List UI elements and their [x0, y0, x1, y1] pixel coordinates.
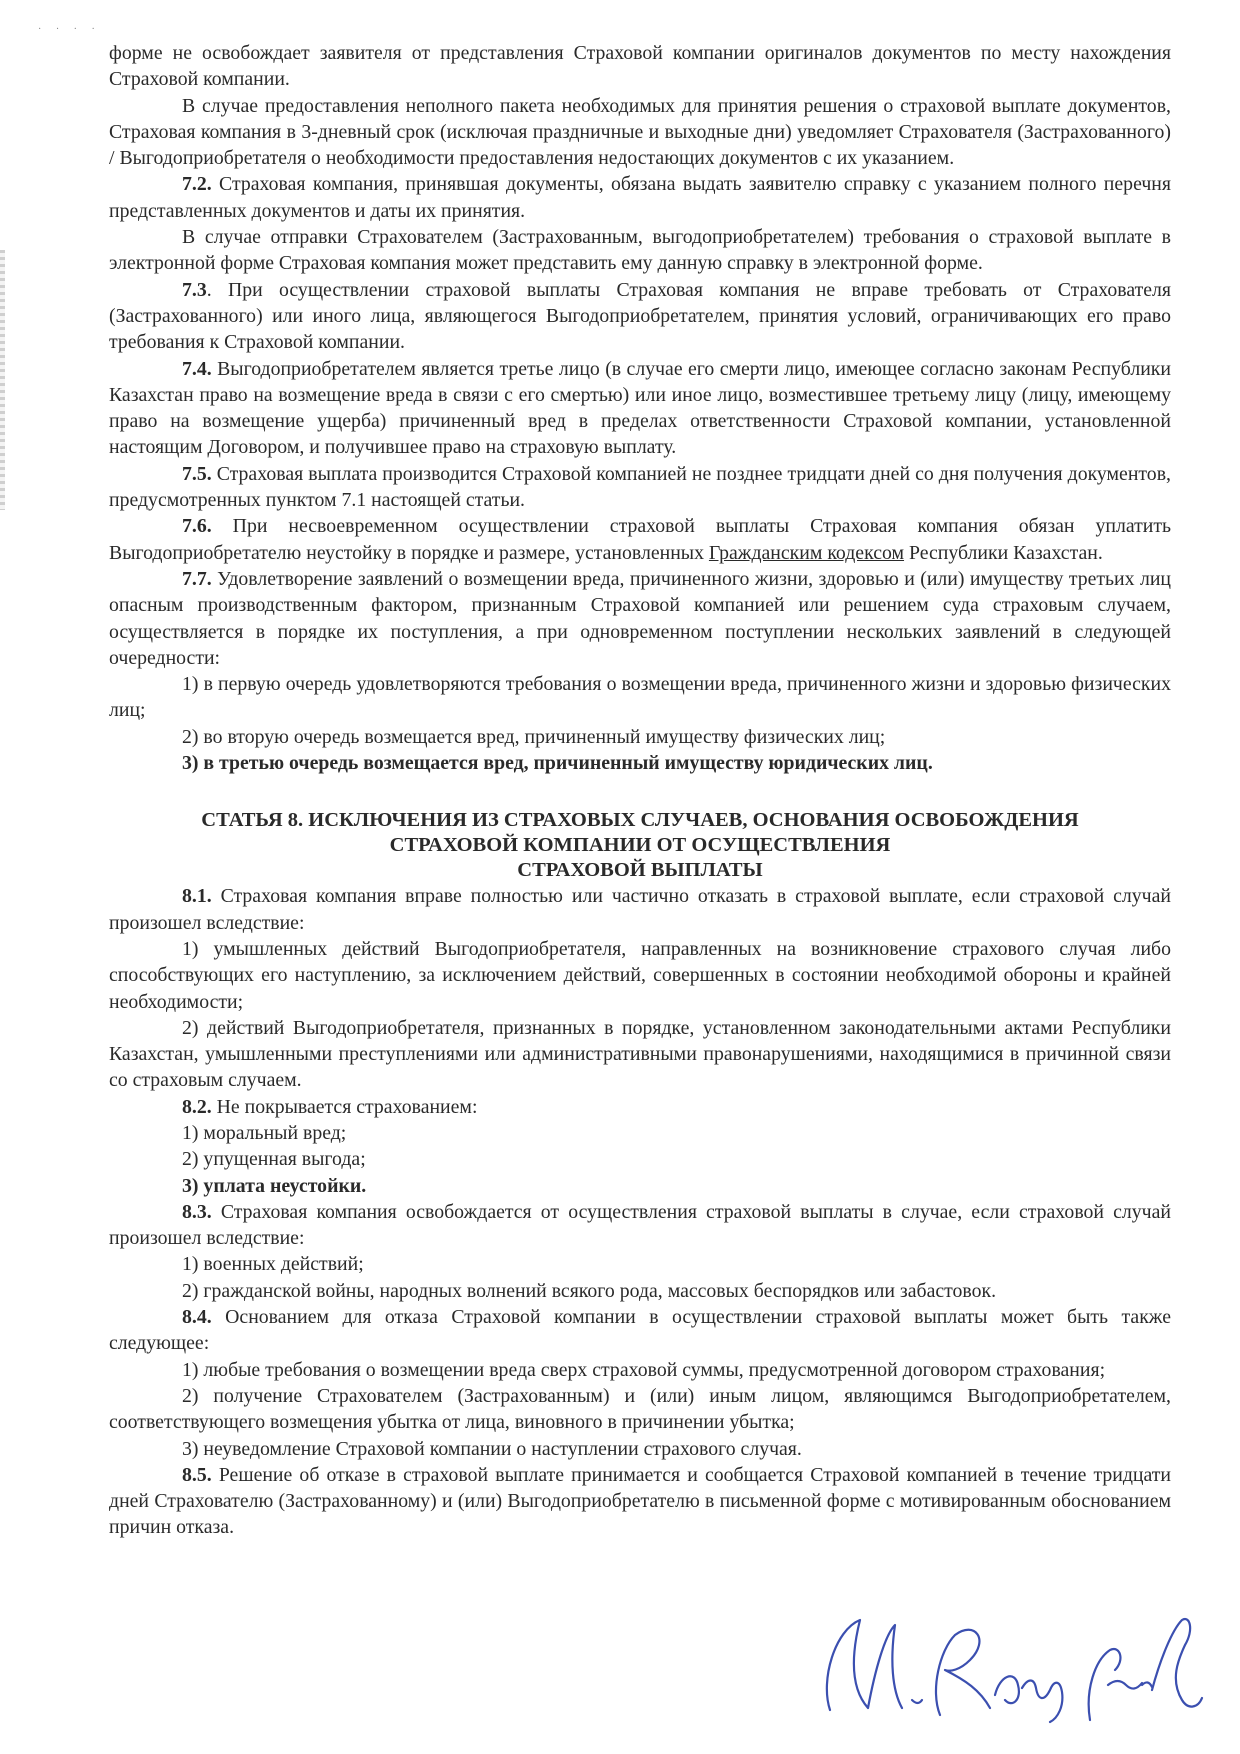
paragraph-7-6: 7.6. При несвоевременном осуществлении страховой выплаты Страховая компания обязан уплатить Выгодоприобретателю неустойку в порядке и размере, установленных Гражданским кодексом Республики Казахстан. [109, 515, 1171, 564]
clause-number: 7.6. [182, 515, 212, 538]
paragraph-continuation: форме не освобождает заявителя от представления Страховой компании оригиналов документов по месту нахождения Страховой компании. [109, 42, 1171, 91]
signature-stroke [827, 1620, 902, 1710]
scan-binding-edge [0, 250, 5, 510]
paragraph-8-1: 8.1. Страховая компания вправе полностью или частично отказать в страховой выплате, если страховой случай произошел вследствие: [109, 885, 1171, 934]
signature-stroke [1089, 1649, 1152, 1720]
signature-stroke [995, 1676, 1062, 1722]
list-item: 1) военных действий; [182, 1253, 364, 1276]
paragraph-7-2: 7.2. Страховая компания, принявшая документы, обязана выдать заявителю справку с указанием полного перечня представленных документов и даты их принятия. [109, 173, 1171, 222]
paragraph-incomplete-docs: В случае предоставления неполного пакета необходимых для принятия решения о страховой выплате документов, Страховая компания в 3-дневный срок (исключая праздничные и выходные дни) уведомляет Страхователя (Застрахованного) / Выгодоприобретателя о необходимости предоставления недостающих документов с их указанием. [109, 94, 1171, 170]
paragraph-7-3: 7.3. При осуществлении страховой выплаты Страховая компания не вправе требовать от Страхователя (Застрахованного) или иного лица, являющегося Выгодоприобретателем, принятия условий, ограничивающих его право требования к Страховой компании. [109, 278, 1171, 354]
list-item: 2) получение Страхователем (Застрахованным) и (или) иным лицом, являющимся Выгодоприобретателем, соответствующего возмещения убытка от лица, виновного в причинении убытка; [109, 1384, 1171, 1434]
clause-number: 7.5. [182, 462, 212, 485]
paragraph-7-4: 7.4. Выгодоприобретателем является третье лицо (в случае его смерти лицо, имеющее согласно законам Республики Казахстан право на возмещение вреда в связи с его смертью) или иное лицо, возместившее третьему лицу (лицу, имеющему право на возмещение ущерба) причиненный вред в пределах ответственности Страховой компании, установленной настоящим Договором, и получившее право на страховую выплату. [109, 357, 1171, 459]
clause-number: 8.5. [182, 1463, 212, 1486]
signature-stroke [912, 1700, 922, 1703]
civil-code-link[interactable]: Гражданским кодексом [708, 541, 905, 564]
list-item: 3) уплата неустойки. [182, 1174, 367, 1197]
clause-number: 7.3 [182, 278, 207, 301]
clause-number: 7.2. [182, 173, 212, 196]
clause-number: 7.7. [182, 567, 212, 590]
paragraph-electronic-form: В случае отправки Страхователем (Застрахованным, выгодоприобретателем) требования о страховой выплате в электронной форме Страховая компания может представить ему данную справку в электронной форме. [109, 226, 1171, 275]
article-8-heading: СТАТЬЯ 8. ИСКЛЮЧЕНИЯ ИЗ СТРАХОВЫХ СЛУЧАЕВ, ОСНОВАНИЯ ОСВОБОЖДЕНИЯ СТРАХОВОЙ КОМПАНИИ ОТ ОСУЩЕСТВЛЕНИЯ СТРАХОВОЙ ВЫПЛАТЫ [201, 809, 1079, 882]
paragraph-8-5: 8.5. Решение об отказе в страховой выплате принимается и сообщается Страховой компанией в течение тридцати дней Страхователю (Застрахованному) и (или) Выгодоприобретателю в письменной форме с мотивированным обоснованием причин отказа. [109, 1463, 1171, 1539]
list-item: 1) моральный вред; [182, 1121, 347, 1144]
clause-number: 8.2. [182, 1095, 212, 1118]
list-item: 3) неуведомление Страховой компании о наступлении страхового случая. [182, 1437, 802, 1460]
list-item: 1) любые требования о возмещении вреда сверх страховой суммы, предусмотренной договором страхования; [182, 1358, 1106, 1381]
list-item: 2) гражданской войны, народных волнений всякого рода, массовых беспорядков или забастовок. [182, 1279, 997, 1302]
list-item: 2) во вторую очередь возмещается вред, причиненный имуществу физических лиц; [182, 725, 886, 748]
list-item: 1) умышленных действий Выгодоприобретателя, направленных на возникновение страхового случая либо способствующих его наступлению, за исключением действий, совершенных в состоянии необходимой обороны и крайней необходимости; [109, 937, 1171, 1013]
clause-number: 8.4. [182, 1306, 212, 1329]
list-item: 2) действий Выгодоприобретателя, признанных в порядке, установленном законодательными актами Республики Казахстан, умышленными преступлениями или административными правонарушениями, находящимися в причинной связи со страховым случаем. [109, 1016, 1171, 1092]
signature-stroke [936, 1630, 990, 1715]
list-item: 2) упущенная выгода; [182, 1148, 366, 1171]
list-item: 1) в первую очередь удовлетворяются требования о возмещении вреда, причиненного жизни и здоровью физических лиц; [109, 673, 1171, 722]
list-item: 3) в третью очередь возмещается вред, причиненный имуществу юридических лиц. [182, 752, 933, 775]
paragraph-8-2: 8.2. Не покрывается страхованием: [182, 1095, 478, 1118]
paragraph-7-5: 7.5. Страховая выплата производится Страховой компанией не позднее тридцати дней со дня получения документов, предусмотренных пунктом 7.1 настоящей статьи. [109, 462, 1171, 512]
document-page [109, 40, 1171, 1541]
paragraph-8-4: 8.4. Основанием для отказа Страховой компании в осуществлении страховой выплаты может быть также следующее: [109, 1306, 1171, 1355]
paragraph-8-3: 8.3. Страховая компания освобождается от осуществления страховой выплаты в случае, если страховой случай произошел вследствие: [109, 1200, 1171, 1250]
handwritten-signatures [790, 1590, 1210, 1740]
scan-artifact: · · · · [38, 24, 101, 35]
clause-number: 7.4. [182, 357, 212, 380]
clause-number: 8.3. [182, 1200, 212, 1223]
clause-number: 8.1. [182, 885, 212, 908]
signature-stroke [1152, 1619, 1202, 1707]
paragraph-7-7: 7.7. Удовлетворение заявлений о возмещении вреда, причиненного жизни, здоровью и (или) имуществу третьих лиц опасным производственным фактором, признанным Страховой компанией или решением суда страховым случаем, осуществляется в порядке их поступления, а при одновременном поступлении нескольких заявлений в следующей очередности: [109, 567, 1171, 669]
